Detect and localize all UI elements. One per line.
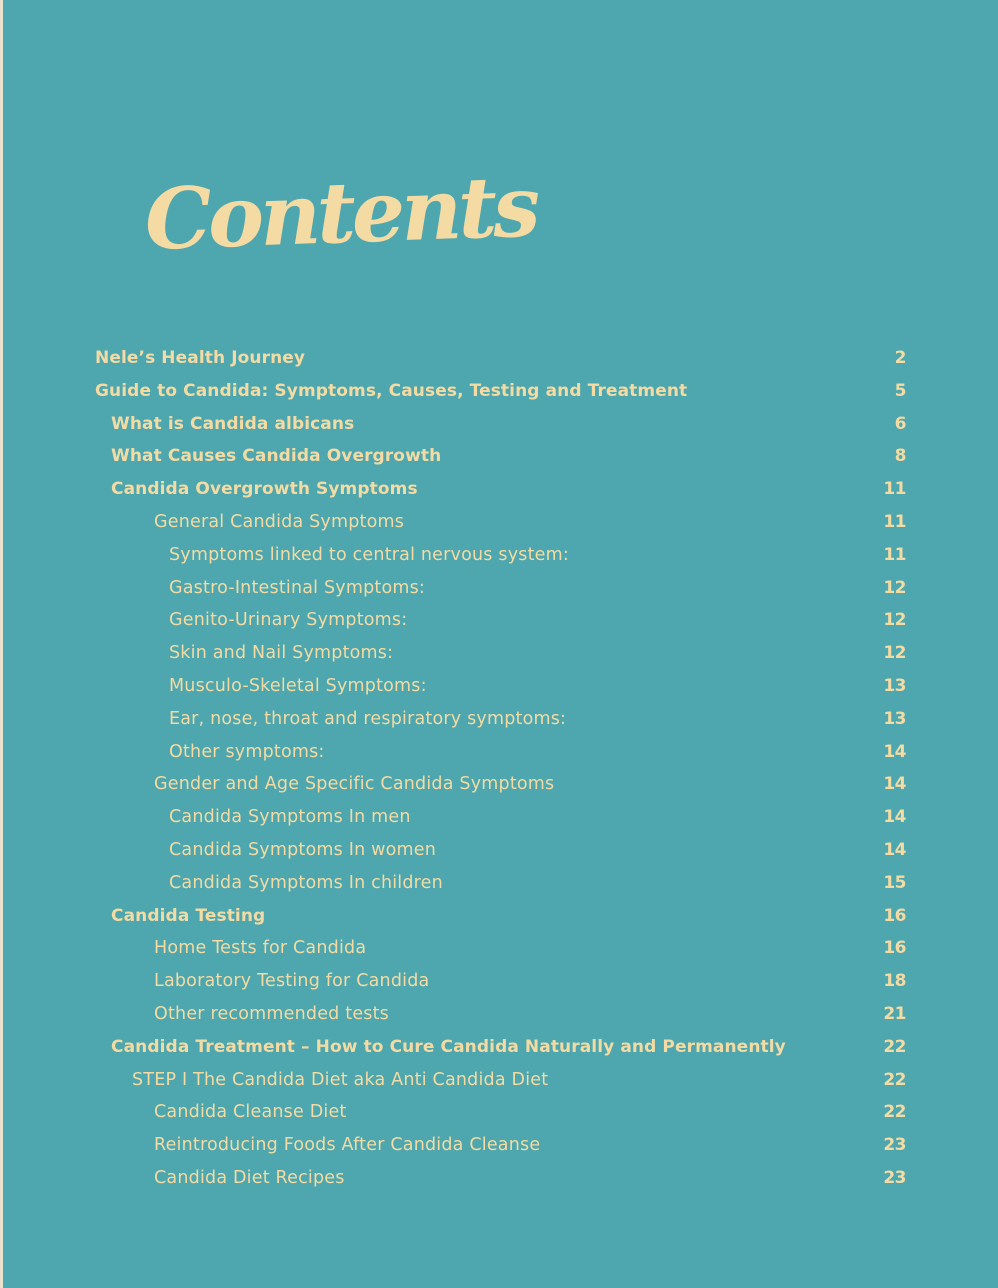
- toc-entry[interactable]: [0, 375, 998, 408]
- toc-entry-label: Musculo-Skeletal Symptoms:: [169, 675, 427, 696]
- toc-entry[interactable]: [0, 834, 998, 867]
- toc-entry[interactable]: [0, 900, 998, 933]
- toc-entry-label: Candida Symptoms In children: [169, 872, 443, 893]
- toc-entry-page-number: 18: [883, 971, 906, 992]
- toc-entry[interactable]: [0, 506, 998, 539]
- toc-entry-page-number: 6: [894, 413, 906, 434]
- toc-entry[interactable]: [0, 408, 998, 441]
- toc-entry-label: Candida Testing: [111, 905, 266, 926]
- toc-entry-label: Candida Symptoms In women: [169, 839, 437, 860]
- toc-entry-label: Guide to Candida: Symptoms, Causes, Testing and Treatment: [95, 380, 688, 401]
- toc-entry-page-number: 14: [883, 774, 906, 795]
- toc-entry-page-number: 15: [883, 872, 906, 893]
- toc-entry-page-number: 22: [883, 1102, 906, 1123]
- toc-entry[interactable]: [0, 1031, 998, 1064]
- toc-entry-page-number: 14: [883, 839, 906, 860]
- toc-entry-label: Ear, nose, throat and respiratory symptoms:: [169, 708, 567, 729]
- toc-entry-page-number: 21: [883, 1003, 906, 1024]
- toc-entry-label: Candida Symptoms In men: [169, 807, 411, 828]
- toc-entry-label: Nele’s Health Journey: [95, 348, 306, 368]
- toc-entry-label: Genito-Urinary Symptoms:: [169, 610, 408, 631]
- toc-entry-page-number: 11: [883, 511, 906, 532]
- toc-entry-page-number: 14: [883, 741, 906, 762]
- toc-entry-label: Symptoms linked to central nervous system:: [169, 544, 569, 565]
- toc-entry-label: What is Candida albicans: [111, 413, 355, 434]
- toc-entry[interactable]: [0, 998, 998, 1031]
- toc-entry-label: Candida Treatment – How to Cure Candida Naturally and Permanently: [111, 1036, 786, 1057]
- toc-entry-label: Candida Overgrowth Symptoms: [111, 479, 418, 500]
- toc-entry-label: Other recommended tests: [154, 1003, 389, 1024]
- toc-entry-page-number: 13: [883, 675, 906, 696]
- toc-entry[interactable]: [0, 1162, 998, 1195]
- toc-entry-label: Gender and Age Specific Candida Symptoms: [154, 774, 555, 795]
- toc-entry[interactable]: [0, 768, 998, 801]
- toc-entry-page-number: 14: [883, 807, 906, 828]
- toc-entry[interactable]: [0, 539, 998, 572]
- toc-entry-page-number: 22: [883, 1036, 906, 1057]
- toc-entry-label: Laboratory Testing for Candida: [154, 971, 430, 992]
- page-title: Contents: [143, 156, 538, 269]
- toc-entry[interactable]: [0, 703, 998, 736]
- toc-entry[interactable]: [0, 572, 998, 605]
- toc-entry[interactable]: [0, 965, 998, 998]
- toc-entry-label: Candida Cleanse Diet: [154, 1102, 347, 1123]
- toc-entry-label: Skin and Nail Symptoms:: [169, 643, 394, 664]
- toc-entry[interactable]: [0, 736, 998, 769]
- toc-entry[interactable]: [0, 1129, 998, 1162]
- toc-entry[interactable]: [0, 1064, 998, 1097]
- toc-entry-page-number: 12: [883, 643, 906, 664]
- toc-entry-label: STEP I The Candida Diet aka Anti Candida Diet: [132, 1069, 549, 1090]
- toc-entry[interactable]: [0, 801, 998, 834]
- toc-entry-label: Gastro-Intestinal Symptoms:: [169, 577, 426, 598]
- toc-entry-page-number: 8: [894, 446, 906, 467]
- toc-entry-label: Reintroducing Foods After Candida Cleanse: [154, 1135, 541, 1156]
- table-of-contents: [0, 342, 998, 1195]
- toc-entry-page-number: 22: [883, 1069, 906, 1090]
- toc-entry-page-number: 12: [883, 610, 906, 631]
- toc-entry-page-number: 2: [894, 348, 906, 368]
- toc-entry[interactable]: [0, 637, 998, 670]
- toc-entry-page-number: 5: [894, 380, 906, 401]
- toc-entry[interactable]: [0, 1096, 998, 1129]
- toc-entry[interactable]: [0, 604, 998, 637]
- toc-entry-label: Other symptoms:: [169, 741, 325, 762]
- toc-entry[interactable]: [0, 670, 998, 703]
- toc-entry-page-number: 23: [883, 1135, 906, 1156]
- toc-entry-page-number: 16: [883, 905, 906, 926]
- toc-entry-page-number: 11: [883, 544, 906, 565]
- toc-entry-page-number: 16: [883, 938, 906, 959]
- toc-entry-label: Candida Diet Recipes: [154, 1167, 345, 1188]
- toc-entry-page-number: 23: [883, 1167, 906, 1188]
- toc-entry[interactable]: [0, 932, 998, 965]
- toc-entry[interactable]: [0, 440, 998, 473]
- toc-entry-page-number: 11: [883, 479, 906, 500]
- toc-entry-page-number: 13: [883, 708, 906, 729]
- toc-entry-label: What Causes Candida Overgrowth: [111, 446, 442, 467]
- toc-entry-label: General Candida Symptoms: [154, 511, 405, 532]
- toc-entry-page-number: 12: [883, 577, 906, 598]
- toc-entry[interactable]: [0, 342, 998, 375]
- toc-entry[interactable]: [0, 473, 998, 506]
- toc-entry-label: Home Tests for Candida: [154, 938, 367, 959]
- toc-entry[interactable]: [0, 867, 998, 900]
